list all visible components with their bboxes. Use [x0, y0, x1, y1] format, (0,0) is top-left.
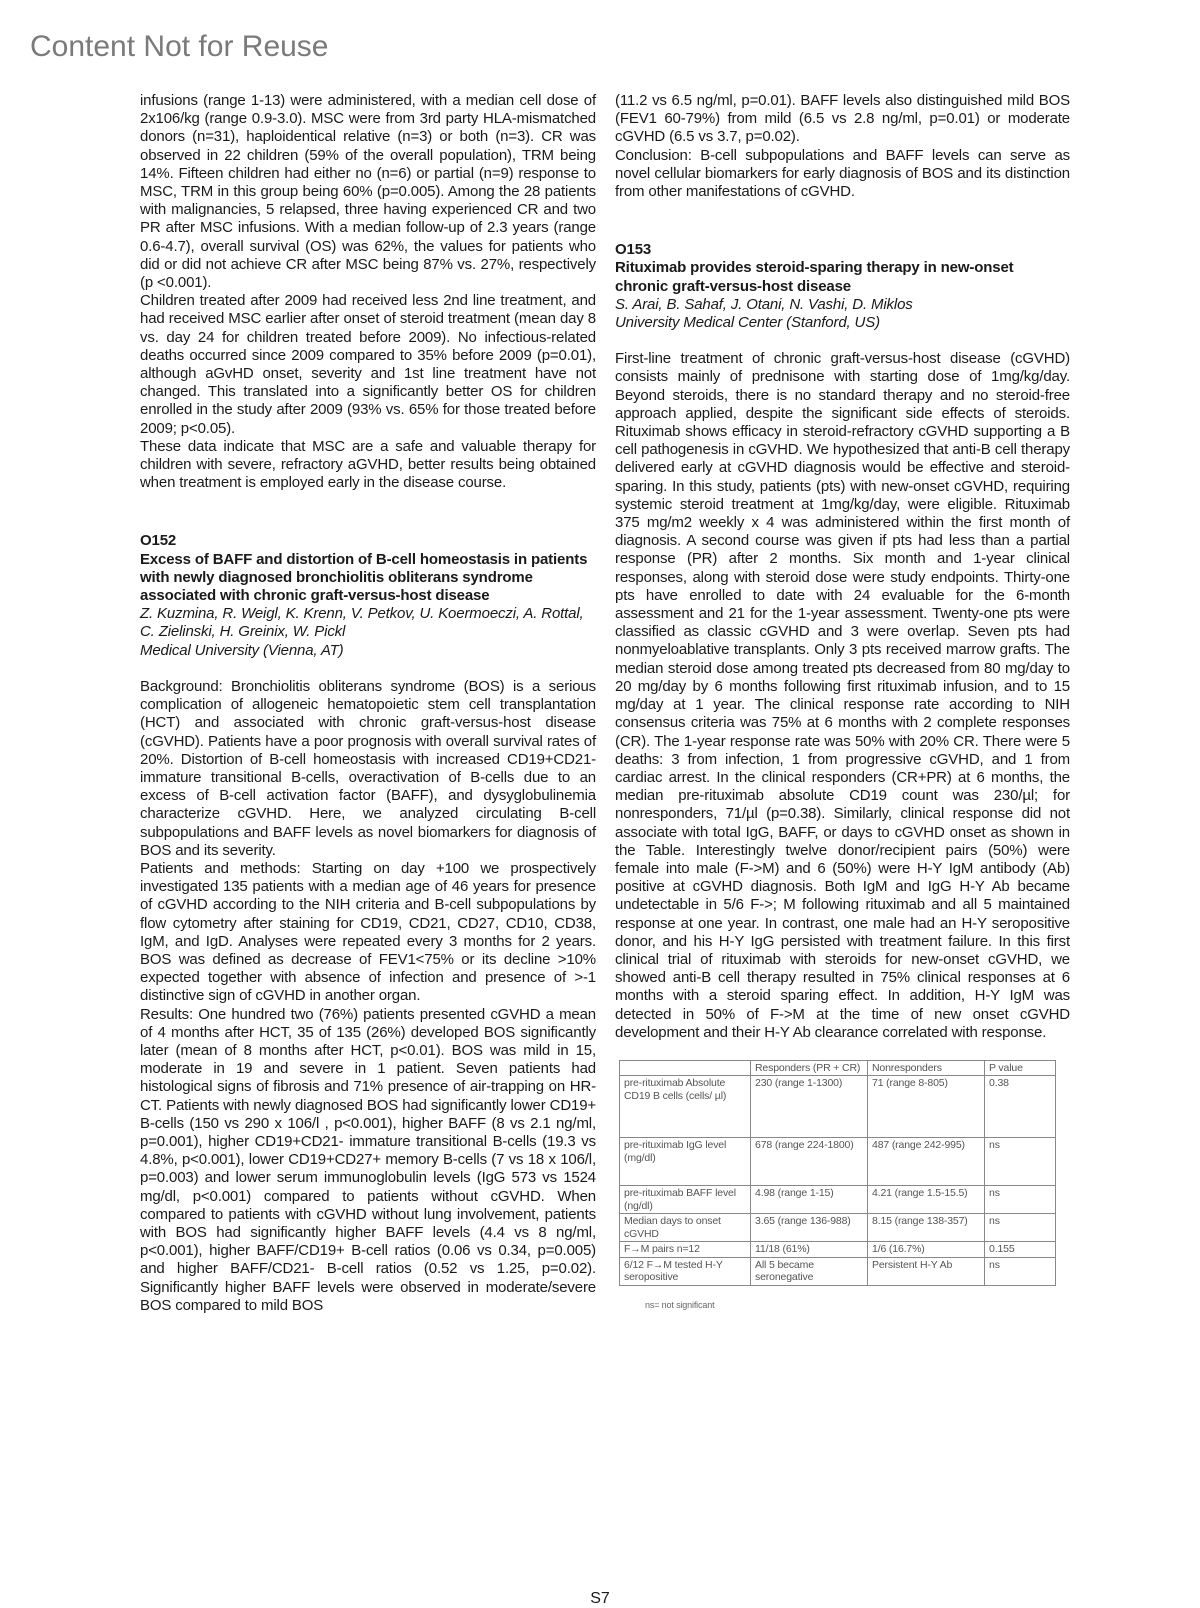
- table-cell: Median days to onset cGVHD: [620, 1214, 751, 1242]
- table-cell: Persistent H-Y Ab: [868, 1257, 985, 1285]
- abstract-institution: Medical University (Vienna, AT): [140, 641, 344, 659]
- table-row: [620, 1242, 1056, 1258]
- table-cell: All 5 became seronegative: [751, 1257, 868, 1285]
- abstract-id: O152: [140, 532, 177, 550]
- table-header-cell: [620, 1060, 751, 1076]
- table-cell: ns: [985, 1214, 1056, 1242]
- continuation-paragraph: Conclusion: B-cell subpopulations and BAFF levels can serve as novel cellular biomarkers for early diagnosis of BOS and its distinction from other manifestations of cGVHD.: [615, 146, 1070, 201]
- table-row: [620, 1186, 1056, 1214]
- table-cell: pre-rituximab BAFF level (ng/dl): [620, 1186, 751, 1214]
- table-note: ns= not significant: [645, 1299, 715, 1310]
- table-cell: 0.155: [985, 1242, 1056, 1258]
- body-paragraph: Results: One hundred two (76%) patients presented cGVHD a mean of 4 months after HCT, 35 of 135 (26%) developed BOS significantly later (mean of 8 months after HCT, p<0.01). BOS was mild in 15, moderate in 19 and severe in 1 patient. Seven patients had histological signs of fibrosis and 71% presence of air-trapping on HR-CT. Patients with newly diagnosed BOS had significantly lower CD19+ B-cells (150 vs 290 x 106/l , p<0.001), higher BAFF (8 vs 2.1 ng/ml, p=0.001), higher CD19+CD21- immature transitional B-cells (19.3 vs 4.8%, p<0.001), lower CD19+CD27+ memory B-cells (7 vs 18 x 106/l, p=0.003) and lower serum immunoglobulin levels (IgG 573 vs 1524 mg/dl, p<0.001) compared to patients without cGVHD. When compared to patients with cGVHD without lung involvement, patients with BOS had significantly higher BAFF levels (4.4 vs 8 ng/ml, p<0.001), higher BAFF/CD19+ B-cell ratios (0.06 vs 0.34, p=0.005) and higher BAFF/CD21- B-cell ratios (0.52 vs 1.25, p=0.02). Significantly higher BAFF levels were observed in moderate/severe BOS compared to mild BOS: [140, 1005, 596, 1314]
- intro-paragraph: infusions (range 1-13) were administered, with a median cell dose of 2x106/kg (range 0.9-3.0). MSC were from 3rd party HLA-mismatched donors (n=31), haploidentical relative (n=3) or both (n=3). CR was observed in 22 children (59% of the overall population), TRM being 14%. Fifteen children had either no (n=6) or partial (n=9) response to MSC, TRM in this group being 60% (p=0.005). Among the 28 patients with malignancies, 5 relapsed, three having experienced CR and two PR after MSC infusions. With a median follow-up of 2.3 years (range 0.6-4.7), overall survival (OS) was 62%, the values for patients who did or did not achieve CR after MSC being 87% vs. 27%, respectively (p <0.001).: [140, 92, 596, 292]
- table-cell: 8.15 (range 138-357): [868, 1214, 985, 1242]
- right-column: [615, 92, 1070, 1314]
- table-cell: 678 (range 224-1800): [751, 1138, 868, 1186]
- table-cell: 487 (range 242-995): [868, 1138, 985, 1186]
- table-cell: 0.38: [985, 1076, 1056, 1138]
- body-paragraph: Background: Bronchiolitis obliterans syndrome (BOS) is a serious complication of allogeneic hematopoietic stem cell transplantation (HCT) and associated with chronic graft-versus-host disease (cGVHD). Patients have a poor prognosis with overall survival rates of 20%. Distortion of B-cell homeostasis with increased CD19+CD21- immature transitional B-cells, overactivation of B-cells due to an excess of B-cell activation factor (BAFF), and dysyglobulinemia characterize cGVHD. Here, we analyzed circulating B-cell subpopulations and BAFF levels as novel biomarkers for diagnosis of BOS and its severity.: [140, 677, 596, 859]
- table-cell: 6/12 F→M tested H-Y seropositive: [620, 1257, 751, 1285]
- table-cell: pre-rituximab IgG level (mg/dl): [620, 1138, 751, 1186]
- table-row: [620, 1138, 1056, 1186]
- table-row: [620, 1214, 1056, 1242]
- table-cell: 3.65 (range 136-988): [751, 1214, 868, 1242]
- table-cell: pre-rituximab Absolute CD19 B cells (cells/ µl): [620, 1076, 751, 1138]
- body-paragraph: First-line treatment of chronic graft-versus-host disease (cGVHD) consists mainly of prednisone with starting dose of 1mg/kg/day. Beyond steroids, there is no standard therapy and no steroid-free approach applied, despite the significant side effects of steroids. Rituximab shows efficacy in steroid-refractory cGVHD supporting a B cell pathogenesis in cGVHD. We hypothesized that anti-B cell therapy delivered early at cGVHD diagnosis would be effective and steroid-sparing. In this study, patients (pts) with new-onset cGVHD, requiring systemic steroid treatment at 1mg/kg/day, were eligible. Rituximab 375 mg/m2 weekly x 4 was administered within the first month of diagnosis. A second course was given if pts had less than a partial response (PR) after 2 months. Six month and 1-year clinical responses, along with steroid dose were study endpoints. Thirty-one pts have enrolled to date with 24 evaluable for the 6-month assessment and 21 for the 1-year assessment. Twenty-one pts were classified as classic cGVHD and 3 were overlap. Seven pts had nonmyeloablative transplants. Only 3 pts received marrow grafts. The median steroid dose among treated pts decreased from 80 mg/day to 20 mg/day by 6 months following first rituximab infusion, and to 15 mg/day at 1 year. The clinical response rate according to NIH consensus criteria was 75% at 6 months with 2 complete responses (CR). The 1-year response rate was 50% with 20% CR. There were 5 deaths: 3 from infection, 1 from progressive cGVHD, and 1 from cardiac arrest. In the clinical responders (CR+PR) at 6 months, the median pre-rituximab absolute CD19 count was 230/µl; for nonresponders, 71/µl (p=0.38). Similarly, clinical response did not associate with total IgG, BAFF, or days to cGVHD onset as shown in the Table. Interestingly twelve donor/recipient pairs (50%) were female into male (F->M) and 6 (50%) were H-Y IgM antibody (Ab) positive at cGVHD diagnosis. Both IgM and IgG H-Y Ab became undetectable in 5/6 F->; M following rituximab and all 5 maintained response at one year. In contrast, one male had an H-Y seropositive donor, and his H-Y IgG persisted with treatment failure. In this first clinical trial of rituximab with steroids for new-onset cGVHD, we showed anti-B cell therapy resulted in 75% clinical responses at 6 months with a steroid sparing effect. In addition, H-Y IgM was detected in 50% of F->M at the time of new onset cGVHD development and their H-Y Ab clearance correlated with response.: [615, 350, 1070, 1041]
- abstract-authors: Z. Kuzmina, R. Weigl, K. Krenn, V. Petkov, U. Koermoeczi, A. Rottal, C. Zielinski, H. Greinix, W. Pickl: [140, 605, 584, 641]
- table-cell: 230 (range 1-1300): [751, 1076, 868, 1138]
- table-header-row: [620, 1060, 1056, 1076]
- table-cell: 4.98 (range 1-15): [751, 1186, 868, 1214]
- table-cell: ns: [985, 1138, 1056, 1186]
- abstract-title: Rituximab provides steroid-sparing therapy in new-onset chronic graft-versus-host disease: [615, 259, 1014, 295]
- table-cell: F→M pairs n=12: [620, 1242, 751, 1258]
- table-row: [620, 1076, 1056, 1138]
- watermark: Content Not for Reuse: [30, 30, 329, 63]
- table-cell: 71 (range 8-805): [868, 1076, 985, 1138]
- left-column: [140, 92, 596, 1315]
- results-table: [619, 1060, 1056, 1286]
- continuation-paragraph: (11.2 vs 6.5 ng/ml, p=0.01). BAFF levels also distinguished mild BOS (FEV1 60-79%) from mild (6.5 vs 2.8 ng/ml, p=0.01) or moderate cGVHD (6.5 vs 3.7, p=0.02).: [615, 92, 1070, 146]
- intro-paragraph: Children treated after 2009 had received less 2nd line treatment, and had received MSC earlier after onset of steroid treatment (mean day 8 vs. day 24 for children treated before 2009). No infectious-related deaths occurred since 2009 compared to 35% before 2009 (p=0.01), although aGvHD onset, severity and 1st line treatment have not changed. This translated into a significantly better OS for children enrolled in the study after 2009 (93% vs. 65% for those treated before 2009; p<0.05).: [140, 292, 596, 437]
- table-cell: 11/18 (61%): [751, 1242, 868, 1258]
- abstract-id: O153: [615, 241, 652, 259]
- abstract-title: Excess of BAFF and distortion of B-cell homeostasis in patients with newly diagnosed bronchiolitis obliterans syndrome associated with chronic graft-versus-host disease: [140, 550, 588, 605]
- table-header-cell: P value: [985, 1060, 1056, 1076]
- intro-paragraph: These data indicate that MSC are a safe and valuable therapy for children with severe, refractory aGVHD, better results being obtained when treatment is employed early in the disease course.: [140, 437, 596, 492]
- abstract-institution: University Medical Center (Stanford, US): [615, 314, 880, 332]
- table-cell: 1/6 (16.7%): [868, 1242, 985, 1258]
- page-number: S7: [590, 1590, 610, 1607]
- table-header-cell: Nonresponders: [868, 1060, 985, 1076]
- abstract-authors: S. Arai, B. Sahaf, J. Otani, N. Vashi, D. Miklos: [615, 295, 913, 313]
- table-cell: ns: [985, 1186, 1056, 1214]
- table-row: [620, 1257, 1056, 1285]
- body-paragraph: Patients and methods: Starting on day +100 we prospectively investigated 135 patients with a median age of 46 years for presence of cGVHD according to the NIH criteria and B-cell subpopulations by flow cytometry after staining for CD19, CD21, CD27, CD10, CD38, IgM, and IgD. Analyses were repeated every 3 months for 2 years. BOS was defined as decrease of FEV1<75% or its decline >10% expected together with absence of infection and presence of >-1 distinctive sign of cGVHD in another organ.: [140, 859, 596, 1005]
- table-cell: 4.21 (range 1.5-15.5): [868, 1186, 985, 1214]
- table-cell: ns: [985, 1257, 1056, 1285]
- table-header-cell: Responders (PR + CR): [751, 1060, 868, 1076]
